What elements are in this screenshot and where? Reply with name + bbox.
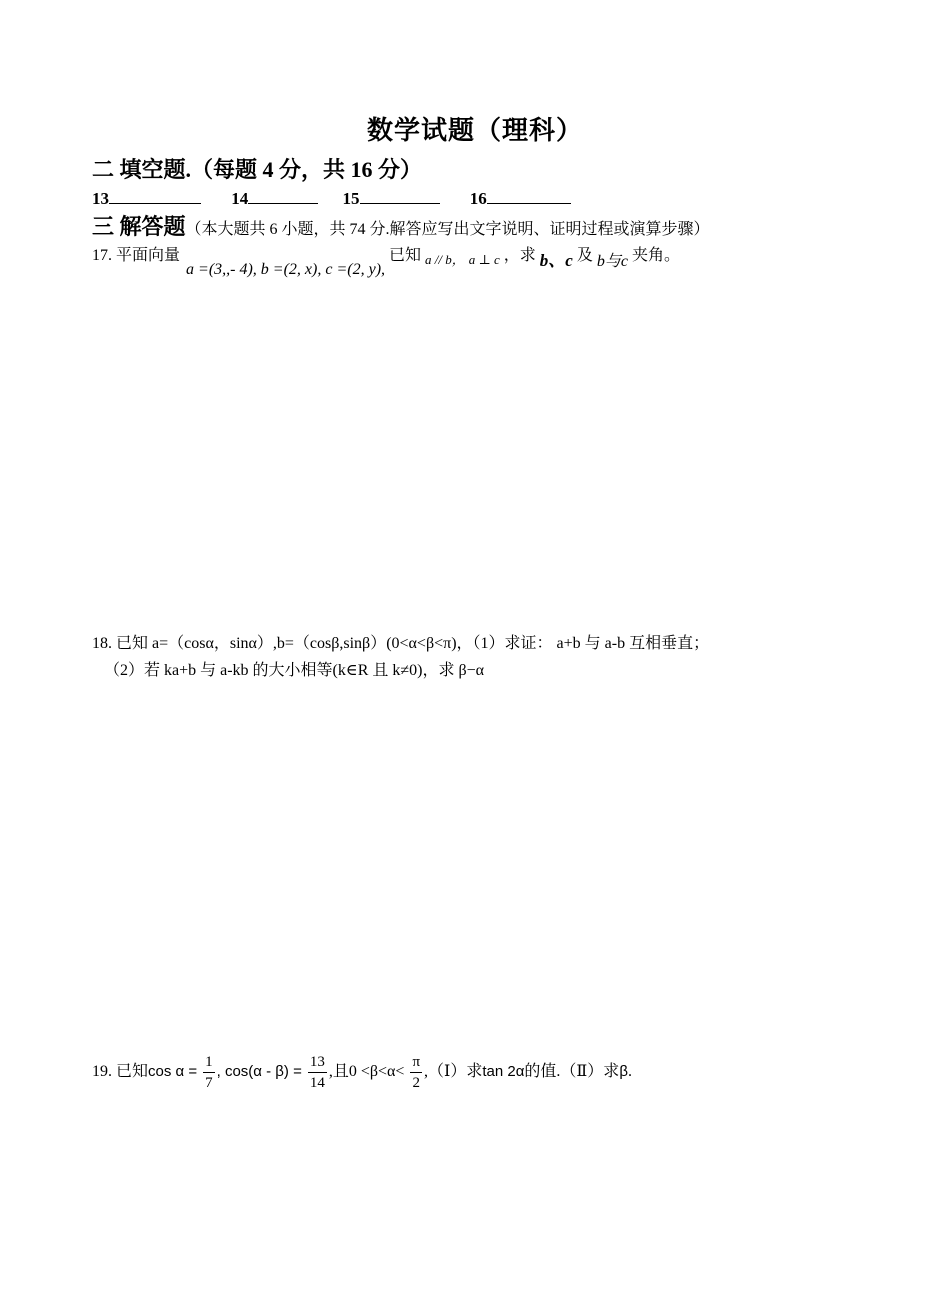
- q17-c-def: c =(2, y),: [325, 261, 386, 278]
- q17-cond2: a ⊥ c: [468, 252, 500, 267]
- section-3-note: （本大题共 6 小题，共 74 分.解答应写出文字说明、证明过程或演算步骤）: [185, 221, 710, 238]
- q19-frac3-denominator: 2: [412, 1074, 420, 1091]
- blank-15[interactable]: [343, 187, 440, 209]
- q19-part1-end: 的值.（Ⅱ）求: [524, 1063, 620, 1080]
- q19-frac3-numerator: π: [410, 1052, 422, 1073]
- q17-a-def: a =(3,,- 4),: [186, 261, 257, 278]
- q19-end: .: [627, 1063, 632, 1080]
- section-3-heading: [92, 210, 710, 241]
- blank-16-line: [487, 187, 571, 204]
- blank-13[interactable]: [92, 187, 201, 209]
- q19-fraction-13-14: [308, 1052, 327, 1093]
- q19-part1: ,（Ⅰ）求: [424, 1063, 483, 1080]
- q19-cos-alpha: cos α =: [148, 1063, 198, 1080]
- blank-14-line: [248, 187, 318, 204]
- q17-known: 已知: [389, 247, 422, 264]
- blank-14[interactable]: [231, 187, 318, 209]
- page-title: 数学试题（理科）: [366, 116, 583, 145]
- q19-beta: β: [619, 1063, 628, 1080]
- q17-and: 及: [576, 247, 593, 264]
- blank-15-label: 15: [342, 189, 360, 208]
- question-18-part2: [104, 657, 484, 684]
- blank-16[interactable]: [470, 187, 571, 209]
- q19-condition: ,且0 <β<α<: [328, 1063, 405, 1080]
- fill-blank-row: [92, 187, 591, 209]
- q18-line1: 已知 a=（cosα，sinα）,b=（cosβ,sinβ）(0<α<β<π)，（1）求证： a+b 与 a-b 互相垂直；: [116, 635, 710, 652]
- q17-b-def: b =(2, x),: [260, 261, 322, 278]
- blank-16-label: 16: [469, 189, 487, 208]
- q19-cos-alpha-beta: , cos(α - β) =: [216, 1063, 302, 1080]
- question-18: [92, 630, 709, 657]
- q19-frac1-denominator: 7: [205, 1074, 213, 1091]
- q19-frac1-numerator: 1: [203, 1052, 215, 1073]
- q17-target2: b与c: [596, 253, 628, 270]
- q18-line2: （2）若 ka+b 与 a-kb 的大小相等(k∈R 且 k≠0)，求 β−α: [104, 662, 485, 679]
- section-3-heading-text: 三 解答题: [92, 214, 186, 239]
- q19-fraction-1-7: [203, 1052, 215, 1093]
- q17-cond1: a // b，: [425, 252, 465, 267]
- q19-number: 19.: [92, 1063, 112, 1080]
- q17-target1: b、c: [539, 251, 573, 270]
- q19-fraction-pi-2: [410, 1052, 422, 1093]
- q17-ask: ，求: [503, 247, 536, 264]
- q19-frac2-numerator: 13: [308, 1052, 327, 1073]
- blank-14-label: 14: [231, 189, 249, 208]
- question-17: [92, 241, 680, 278]
- section-2-heading: [92, 153, 422, 184]
- question-19: [92, 1045, 632, 1099]
- q19-frac2-denominator: 14: [309, 1074, 325, 1091]
- q19-known: 已知: [116, 1063, 149, 1080]
- q17-number: 17.: [92, 247, 112, 264]
- blank-15-line: [360, 187, 440, 204]
- q19-tan-2alpha: tan 2α: [482, 1063, 525, 1080]
- q17-prefix: 平面向量: [116, 247, 181, 264]
- blank-13-label: 13: [92, 189, 109, 208]
- section-2-heading-text: 二 填空题.（每题 4 分，共 16 分）: [92, 157, 423, 182]
- q17-suffix: 夹角。: [631, 247, 680, 264]
- blank-13-line: [109, 187, 201, 204]
- q18-number: 18.: [92, 635, 112, 652]
- q17-vector-definitions: [186, 261, 389, 278]
